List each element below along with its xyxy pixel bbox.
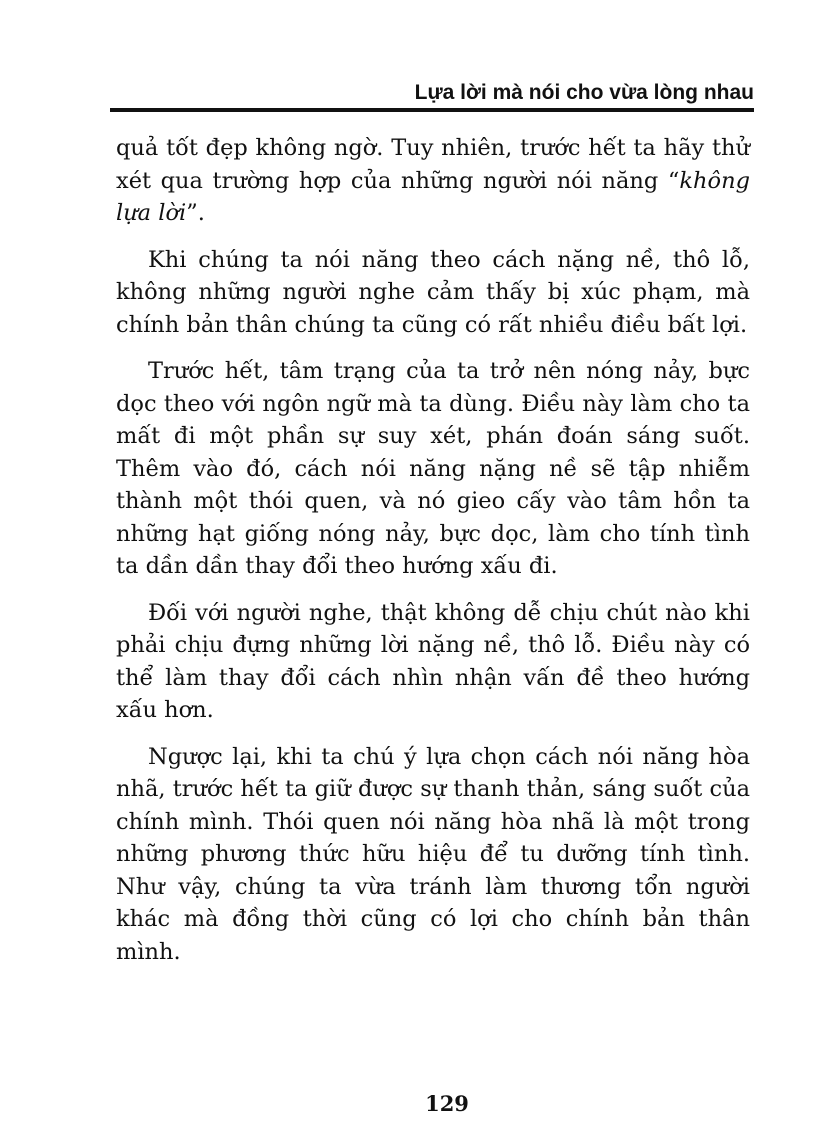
paragraph-1: [116, 132, 750, 230]
paragraph-4: Đối với người nghe, thật không dễ chịu chút nào khi phải chịu đựng những lời nặng nề, thô lỗ. Điều này có thể làm thay đổi cách nhìn nhận vấn đề theo hướng xấu hơn.: [116, 599, 750, 723]
header-rule: [110, 108, 754, 112]
paragraph-1-end: ”.: [186, 200, 205, 226]
paragraph-1-text: quả tốt đẹp không ngờ. Tuy nhiên, trước hết ta hãy thử xét qua trường hợp của những người nói năng “: [116, 135, 750, 194]
body-text: [116, 132, 750, 982]
running-head-title: Lựa lời mà nói cho vừa lòng nhau: [414, 81, 754, 104]
paragraph-3: Trước hết, tâm trạng của ta trở nên nóng nảy, bực dọc theo với ngôn ngữ mà ta dùng. Điều này làm cho ta mất đi một phần sự suy xét, phán đoán sáng suốt. Thêm vào đó, cách nói năng nặng nề sẽ tập nhiễm thành một thói quen, và nó gieo cấy vào tâm hồn ta những hạt giống nóng nảy, bực dọc, làm cho tính tình ta dần dần thay đổi theo hướng xấu đi.: [116, 358, 750, 579]
paragraph-1-italic: không lựa lời: [116, 167, 750, 226]
paragraph-2: Khi chúng ta nói năng theo cách nặng nề, thô lỗ, không những người nghe cảm thấy bị xúc phạm, mà chính bản thân chúng ta cũng có rất nhiều điều bất lợi.: [116, 246, 750, 338]
paragraph-5: Ngược lại, khi ta chú ý lựa chọn cách nói năng hòa nhã, trước hết ta giữ được sự thanh thản, sáng suốt của chính mình. Thói quen nói năng hòa nhã là một trong những phương thức hữu hiệu để tu dưỡng tính tình. Như vậy, chúng ta vừa tránh làm thương tổn người khác mà đồng thời cũng có lợi cho chính bản thân mình.: [116, 743, 750, 965]
page-number: 129: [425, 1091, 469, 1116]
